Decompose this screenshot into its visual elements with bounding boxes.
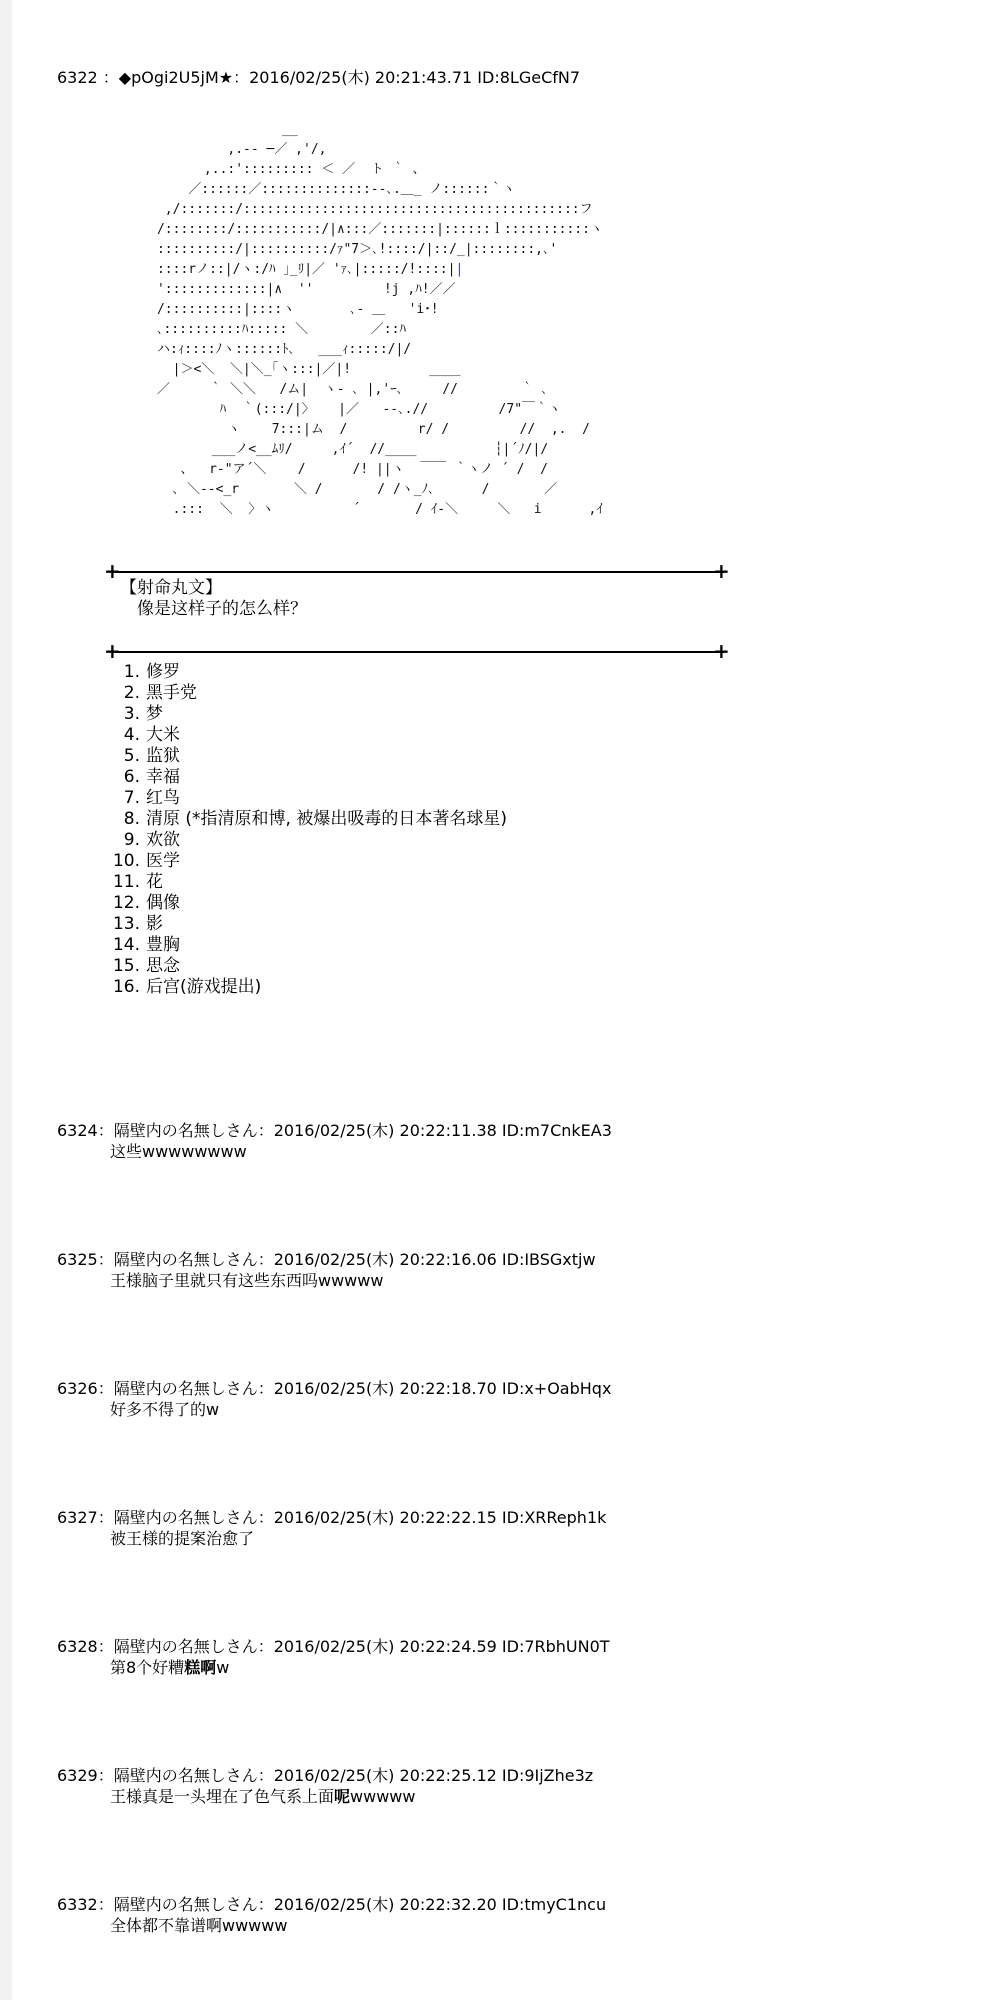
divider-line-bottom: [112, 651, 724, 653]
choice-list: [110, 662, 507, 998]
post-header-6322: 6322 ：◆pOgi2U5jM★：2016/02/25(木) 20:21:43.71 ID:8LGeCfN7: [57, 68, 581, 87]
speaker-quote: 像是这样子的怎么样？: [137, 599, 307, 619]
post-body-6328: 第8个好糟糕啊w: [110, 1658, 230, 1677]
ascii-art-illustration: __ ,.-‐ ─／ ,'/, ,..:'::::::::: ＜ ／ ト ｀ 、 ／::::::／::::::::::::::‐-､.＿_ ノ::::::｀ヽ ,/:::::::/:::::::::::::::::::::::::::::::::::::::::::フ /::::::::/:::::::::::/|∧:::／:::::::|::::::ｌ:::::::::::ヽ ::::::::::/|::::::::::/ｧ"7＞､!::::/|::/_|::::::::,､' ::::rノ::|/ヽ:/ﾊ ｣_ﾘ|／ 'ｧ､|:::::/!::::|| ':::::::::::::|∧ '' !j ,ﾊ!／／ /::::::::::|::::ヽ ､- ＿ 'i･! ､::::::::::ﾊ::::: ＼ ／::ﾊ ハ:ｨ::::ﾉヽ::::::ﾄ､ ___ｨ:::::/|/ |＞<＼ ＼|＼_｢ヽ:::|／|! ____ ／ ｀ ＼＼ /ム| ヽ- ､ |,'ｰ､ // ｀ ､ ﾊ ｀(:::/|〉 |／ ‐-､.// /7"￣｀ヽ ヽ 7:::|ム / r/ / // ,. / ___ノ<__ﾑﾘ/ ,ｲ´ //____ ┆|´ﾉ/|/ 、 r‐"ア´＼ / /! ||ヽ ￣￣ ｀ヽノ ´ / / ､ ＼-‐<_r ＼ / / /ヽ_ﾉ､ / ／ .::: ＼ 〉ヽ ´ / ｲ-＼ ＼ i ,ｲ: [156, 122, 603, 517]
post-body-6332: 全体都不靠谱啊wwwww: [110, 1916, 288, 1935]
post-header-6329: 6329：隔壁内の名無しさん：2016/02/25(木) 20:22:25.12 ID:9IjZhe3z: [57, 1766, 594, 1785]
choice-item: 6. 幸福: [123, 767, 180, 787]
choice-item: 5. 监狱: [123, 746, 180, 766]
page-left-shade: [0, 0, 12, 2000]
choice-item: 14. 豊胸: [112, 935, 180, 955]
choice-item: 9. 欢欲: [123, 830, 180, 850]
choice-item: 15. 思念: [112, 956, 180, 976]
post-body-6325: 王様脑子里就只有这些东西吗wwwww: [110, 1271, 384, 1290]
post-header-6332: 6332：隔壁内の名無しさん：2016/02/25(木) 20:22:32.20 ID:tmyC1ncu: [57, 1895, 607, 1914]
choice-item: 2. 黑手党: [123, 683, 197, 703]
post-header-6324: 6324：隔壁内の名無しさん：2016/02/25(木) 20:22:11.38 ID:m7CnkEA3: [57, 1121, 612, 1140]
choice-item: 4. 大米: [123, 725, 180, 745]
post-body-6324: 这些wwwwwwww: [110, 1142, 247, 1161]
choice-item: 13. 影: [112, 914, 163, 934]
post-header-6326: 6326：隔壁内の名無しさん：2016/02/25(木) 20:22:18.70 ID:x+OabHqx: [57, 1379, 612, 1398]
choice-item: 11. 花: [112, 872, 163, 892]
choice-item: 7. 红鸟: [123, 788, 180, 808]
post-header-6328: 6328：隔壁内の名無しさん：2016/02/25(木) 20:22:24.59 ID:7RbhUN0T: [57, 1637, 610, 1656]
choice-item: 8. 清原 (*指清原和博, 被爆出吸毒的日本著名球星): [123, 809, 507, 829]
post-body-6329: 王様真是一头埋在了色气系上面呢wwwww: [110, 1787, 416, 1806]
choice-item: 12. 偶像: [112, 893, 180, 913]
divider-line-top: [112, 571, 724, 573]
post-body-6327: 被王様的提案治愈了: [110, 1529, 255, 1548]
post-header-6327: 6327：隔壁内の名無しさん：2016/02/25(木) 20:22:22.15 ID:XRReph1k: [57, 1508, 607, 1527]
speaker-name: 【射命丸文】: [120, 578, 222, 598]
divider-cross-right-2: +: [713, 639, 730, 663]
choice-item: 3. 梦: [123, 704, 163, 724]
choice-item: 10. 医学: [112, 851, 180, 871]
divider-cross-right: +: [713, 559, 730, 583]
post-body-6326: 好多不得了的w: [110, 1400, 220, 1419]
choice-item: 16. 后宫(游戏提出): [112, 977, 262, 997]
choice-item: 1. 修罗: [123, 662, 180, 682]
divider-cross-left-2: +: [104, 639, 121, 663]
divider-cross-left: +: [104, 559, 121, 583]
post-header-6325: 6325：隔壁内の名無しさん：2016/02/25(木) 20:22:16.06 ID:IBSGxtjw: [57, 1250, 596, 1269]
